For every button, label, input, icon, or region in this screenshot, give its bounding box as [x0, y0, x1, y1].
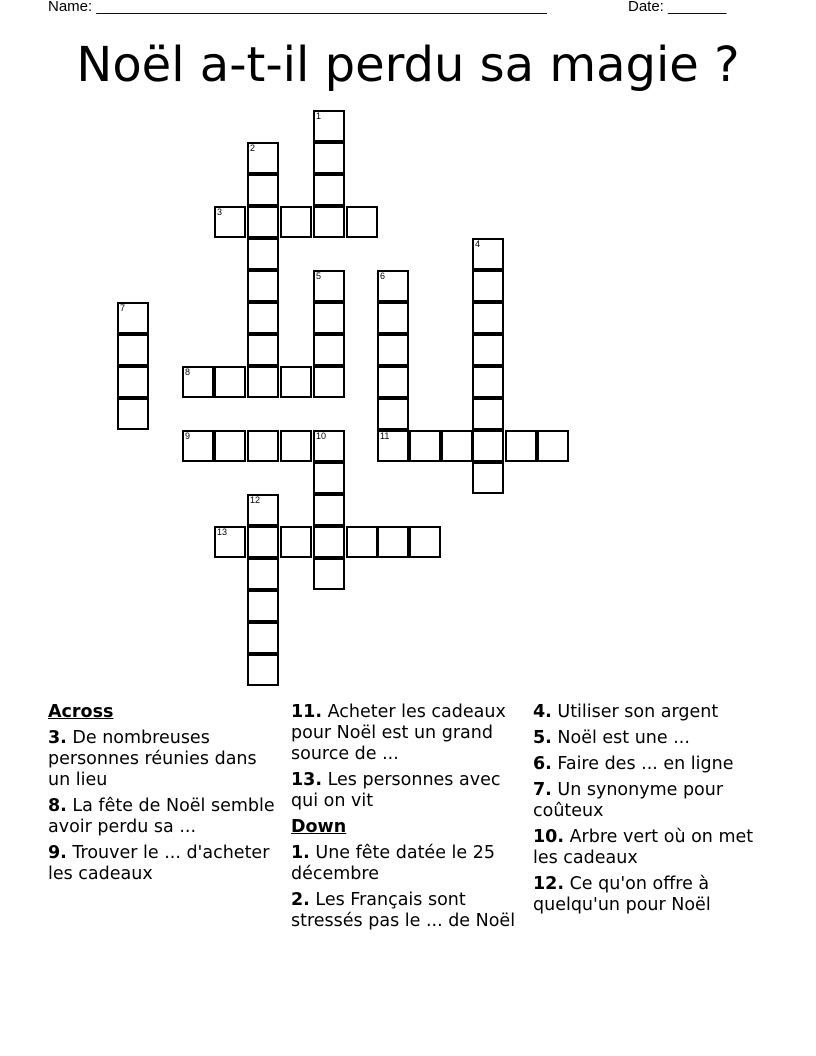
- grid-cell[interactable]: [214, 366, 246, 398]
- clue-number-label: 13.: [291, 770, 323, 790]
- grid-cell[interactable]: [377, 334, 409, 366]
- down-clue: [533, 780, 769, 822]
- clue-number: 1: [316, 111, 322, 121]
- grid-cell[interactable]: [247, 334, 279, 366]
- clue-number-label: 10.: [533, 827, 565, 847]
- grid-cell[interactable]: [409, 430, 441, 462]
- grid-cell[interactable]: [313, 462, 345, 494]
- clue-text: Les personnes avec qui on vit: [291, 770, 501, 811]
- grid-cell[interactable]: [280, 206, 312, 238]
- grid-cell[interactable]: [472, 430, 504, 462]
- clue-text: Utiliser son argent: [551, 702, 719, 722]
- down-clue: [291, 843, 527, 885]
- grid-cell[interactable]: [346, 206, 378, 238]
- down-heading: Down: [291, 817, 347, 837]
- grid-cell[interactable]: [409, 526, 441, 558]
- clue-number: 2: [250, 143, 256, 153]
- grid-cell[interactable]: [313, 206, 345, 238]
- date-field-label: Date: _______: [628, 0, 727, 15]
- clue-number-label: 7.: [533, 780, 552, 800]
- grid-cell[interactable]: [537, 430, 569, 462]
- clue-number-label: 5.: [533, 728, 552, 748]
- grid-cell[interactable]: [472, 366, 504, 398]
- grid-cell[interactable]: [247, 270, 279, 302]
- name-field-label: Name: ______________________________________________________: [48, 0, 547, 15]
- grid-cell[interactable]: [313, 526, 345, 558]
- grid-cell[interactable]: [117, 366, 149, 398]
- grid-cell[interactable]: [313, 494, 345, 526]
- grid-cell[interactable]: [313, 366, 345, 398]
- clue-number: 4: [475, 239, 481, 249]
- grid-cell[interactable]: [280, 366, 312, 398]
- grid-cell[interactable]: [214, 430, 246, 462]
- grid-cell[interactable]: [247, 590, 279, 622]
- grid-cell[interactable]: [117, 398, 149, 430]
- across-clue: [291, 770, 527, 812]
- clue-text: Acheter les cadeaux pour Noël est un grand source de ...: [291, 702, 506, 764]
- clue-number-label: 9.: [48, 843, 67, 863]
- grid-cell[interactable]: [472, 270, 504, 302]
- down-clue: [533, 874, 769, 916]
- clue-text: Une fête datée le 25 décembre: [291, 843, 495, 884]
- grid-cell[interactable]: [247, 366, 279, 398]
- grid-cell[interactable]: [247, 206, 279, 238]
- grid-cell[interactable]: [377, 366, 409, 398]
- grid-cell[interactable]: [441, 430, 473, 462]
- clue-text: Arbre vert où on met les cadeaux: [533, 827, 754, 868]
- down-clue-list-continued: [533, 702, 769, 916]
- grid-cell[interactable]: [280, 430, 312, 462]
- across-heading: Across: [48, 702, 114, 722]
- clues-column-2: [291, 702, 527, 937]
- clue-number: 3: [217, 207, 223, 217]
- grid-cell[interactable]: [346, 526, 378, 558]
- grid-cell[interactable]: [472, 398, 504, 430]
- grid-cell[interactable]: [313, 142, 345, 174]
- clue-number-label: 4.: [533, 702, 552, 722]
- clue-number-label: 11.: [291, 702, 323, 722]
- clue-text: Trouver le ... d'acheter les cadeaux: [48, 843, 270, 884]
- clue-number-label: 2.: [291, 890, 310, 910]
- grid-cell[interactable]: [247, 238, 279, 270]
- down-clue: [533, 728, 769, 749]
- down-clue: [533, 827, 769, 869]
- down-clue-list: [291, 843, 527, 932]
- grid-cell[interactable]: [313, 558, 345, 590]
- clue-number-label: 3.: [48, 728, 67, 748]
- clue-number: 10: [316, 431, 327, 441]
- grid-cell[interactable]: [247, 558, 279, 590]
- across-clue: [48, 796, 284, 838]
- across-clue: [291, 702, 527, 765]
- clue-text: Faire des ... en ligne: [551, 754, 734, 774]
- across-clue: [48, 843, 284, 885]
- across-clue-list: [48, 728, 284, 885]
- grid-cell[interactable]: [247, 654, 279, 686]
- grid-cell[interactable]: [247, 622, 279, 654]
- grid-cell[interactable]: [377, 526, 409, 558]
- clue-number: 5: [316, 271, 322, 281]
- grid-cell[interactable]: [472, 462, 504, 494]
- grid-cell[interactable]: [313, 174, 345, 206]
- down-clue: [533, 754, 769, 775]
- clue-number: 12: [250, 495, 261, 505]
- grid-cell[interactable]: [377, 398, 409, 430]
- grid-cell[interactable]: [313, 334, 345, 366]
- grid-cell[interactable]: [313, 302, 345, 334]
- grid-cell[interactable]: [247, 174, 279, 206]
- down-clue: [291, 890, 527, 932]
- clue-number-label: 6.: [533, 754, 552, 774]
- grid-cell[interactable]: [505, 430, 537, 462]
- clue-number-label: 12.: [533, 874, 565, 894]
- clue-number: 11: [380, 431, 390, 441]
- grid-cell[interactable]: [377, 302, 409, 334]
- clue-text: Un synonyme pour coûteux: [533, 780, 724, 821]
- clue-number-label: 8.: [48, 796, 67, 816]
- clue-number-label: 1.: [291, 843, 310, 863]
- clue-text: Ce qu'on offre à quelqu'un pour Noël: [533, 874, 711, 915]
- down-clue: [533, 702, 769, 723]
- grid-cell[interactable]: [247, 302, 279, 334]
- clues-column-1: [48, 702, 284, 890]
- grid-cell[interactable]: [247, 430, 279, 462]
- clue-text: De nombreuses personnes réunies dans un lieu: [48, 728, 257, 790]
- across-clue: [48, 728, 284, 791]
- clues-column-3: [533, 702, 769, 921]
- clue-text: Les Français sont stressés pas le ... de Noël: [291, 890, 516, 931]
- grid-cell[interactable]: [472, 334, 504, 366]
- clue-number: 13: [217, 527, 228, 537]
- clue-number: 9: [185, 431, 191, 441]
- clue-number: 6: [380, 271, 386, 281]
- grid-cell[interactable]: [280, 526, 312, 558]
- page-title: Noël a-t-il perdu sa magie ?: [76, 37, 740, 93]
- across-clue-list-continued: [291, 702, 527, 812]
- clue-number: 7: [120, 303, 126, 313]
- clue-number: 8: [185, 367, 191, 377]
- grid-cell[interactable]: [472, 302, 504, 334]
- grid-cell[interactable]: [117, 334, 149, 366]
- grid-cell[interactable]: [247, 526, 279, 558]
- clue-text: Noël est une ...: [551, 728, 690, 748]
- clue-text: La fête de Noël semble avoir perdu sa ...: [48, 796, 275, 837]
